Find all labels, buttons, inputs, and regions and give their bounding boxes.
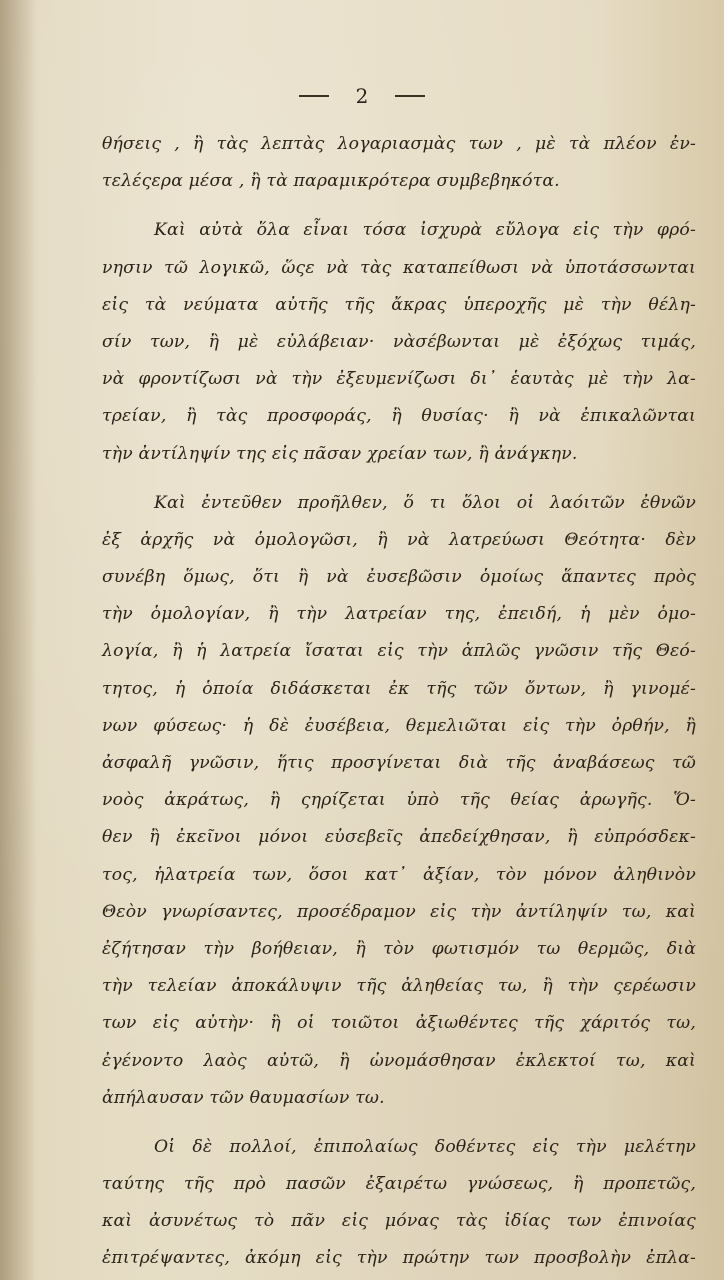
text-line: ἐγένοντο λαὸς αὐτῶ, ἢ ὠνομάσθησαν ἐκλεκτοί τω, καὶ <box>102 1050 696 1071</box>
text-line: νων φύσεως· ἡ δὲ ἐυσέβεια, θεμελιῶται εἰς τὴν ὀρθήν, ἢ <box>102 715 696 736</box>
text-line: λογία, ἢ ἡ λατρεία ἴσαται εἰς τὴν ἁπλῶς γνῶσιν τῆς Θεό- <box>102 641 696 662</box>
text-line: σίν των, ἢ μὲ εὐλάβειαν· νὰσέβωνται μὲ ἐξόχως τιμάς, <box>102 331 696 352</box>
text-line: Καὶ αὐτὰ ὅλα εἶναι τόσα ἰσχυρὰ εὔλογα εἰς τὴν φρό- <box>154 220 696 241</box>
text-line: καὶ ἀσυνέτως τὸ πᾶν εἰς μόνας τὰς ἰδίας των ἐπινοίας <box>102 1211 696 1232</box>
text-line: ἀπήλαυσαν τῶν θαυμασίων τω. <box>102 1087 385 1108</box>
header-rule-right <box>395 95 425 97</box>
text-line: Θεὸν γνωρίσαντες, προσέδραμον εἰς τὴν ἀντίληψίν τω, καὶ <box>102 901 696 922</box>
header-rule-left <box>299 95 329 97</box>
text-line: τρείαν, ἢ τὰς προσφοράς, ἢ θυσίας· ἢ νὰ ἐπικαλῶνται <box>102 406 696 427</box>
text-line: ταύτης τῆς πρὸ πασῶν ἐξαιρέτω γνώσεως, ἢ προπετῶς, <box>102 1174 696 1195</box>
body-text <box>102 126 696 1278</box>
text-line: νοὸς ἀκράτως, ἢ ςηρίζεται ὑπὸ τῆς θείας ἀρωγῆς. Ὅ- <box>102 790 696 811</box>
text-line: νὰ φροντίζωσι νὰ τὴν ἐξευμενίζωσι δι᾽ ἑαυτὰς μὲ τὴν λα- <box>102 369 696 390</box>
text-line: ἐπιτρέψαντες, ἀκόμη εἰς τὴν πρώτην των προσβολὴν ἐπλα- <box>102 1248 696 1269</box>
text-line: Οἱ δὲ πολλοί, ἐπιπολαίως δοθέντες εἰς τὴν μελέτην <box>154 1136 696 1157</box>
text-line: τητος, ἡ ὁποία διδάσκεται ἐκ τῆς τῶν ὄντων, ἢ γινομέ- <box>102 678 696 699</box>
paragraph <box>102 126 696 200</box>
text-line: τὴν ἀντίληψίν της εἰς πᾶσαν χρείαν των, ἢ ἀνάγκην. <box>102 443 578 464</box>
paragraph <box>102 1129 696 1278</box>
text-line: ἐξ ἀρχῆς νὰ ὁμολογῶσι, ἢ νὰ λατρεύωσι Θεότητα· δὲν <box>102 529 696 550</box>
text-line: νησιν τῶ λογικῶ, ὥςε νὰ τὰς καταπείθωσι νὰ ὑποτάσσωνται <box>102 257 696 278</box>
text-line: τος, ἡλατρεία των, ὅσοι κατ᾽ ἀξίαν, τὸν μόνον ἀληθινὸν <box>102 864 696 885</box>
text-line: συνέβη ὅμως, ὅτι ἢ νὰ ἐυσεβῶσιν ὁμοίως ἅπαντες πρὸς <box>102 567 696 588</box>
text-line: ἐζήτησαν τὴν βοήθειαν, ἢ τὸν φωτισμόν τω θερμῶς, διὰ <box>102 938 696 959</box>
text-line: θεν ἢ ἐκεῖνοι μόνοι εὐσεβεῖς ἀπεδείχθησαν, ἢ εὐπρόσδεκ- <box>102 827 696 848</box>
text-line: ἀσφαλῆ γνῶσιν, ἥτις προσγίνεται διὰ τῆς ἀναβάσεως τῶ <box>102 753 696 773</box>
text-line: τὴν ὁμολογίαν, ἢ τὴν λατρείαν της, ἐπειδή, ἡ μὲν ὁμο- <box>102 604 696 625</box>
page-header <box>0 84 724 108</box>
text-line: των εἰς αὐτὴν· ἢ οἱ τοιῶτοι ἀξιωθέντες τῆς χάριτός τω, <box>102 1013 696 1034</box>
text-line: Καὶ ἐντεῦθεν προῆλθεν, ὅ τι ὅλοι οἱ λαόιτῶν ἐθνῶν <box>154 492 696 513</box>
text-line: τελέςερα μέσα , ἢ τὰ παραμικρότερα συμβεβηκότα. <box>102 171 560 192</box>
paragraph <box>102 485 696 1117</box>
text-line: τὴν τελείαν ἀποκάλυψιν τῆς ἀληθείας τω, ἢ τὴν ςερέωσιν <box>102 976 696 997</box>
text-line: θήσεις , ἢ τὰς λεπτὰς λογαριασμὰς των , μὲ τὰ πλέον ἐν- <box>102 134 696 154</box>
paragraph <box>102 212 696 472</box>
text-line: εἰς τὰ νεύματα αὐτῆς τῆς ἄκρας ὑπεροχῆς μὲ τὴν θέλη- <box>102 294 696 315</box>
page-number: 2 <box>355 84 369 108</box>
page-gutter-shadow <box>0 0 36 1280</box>
